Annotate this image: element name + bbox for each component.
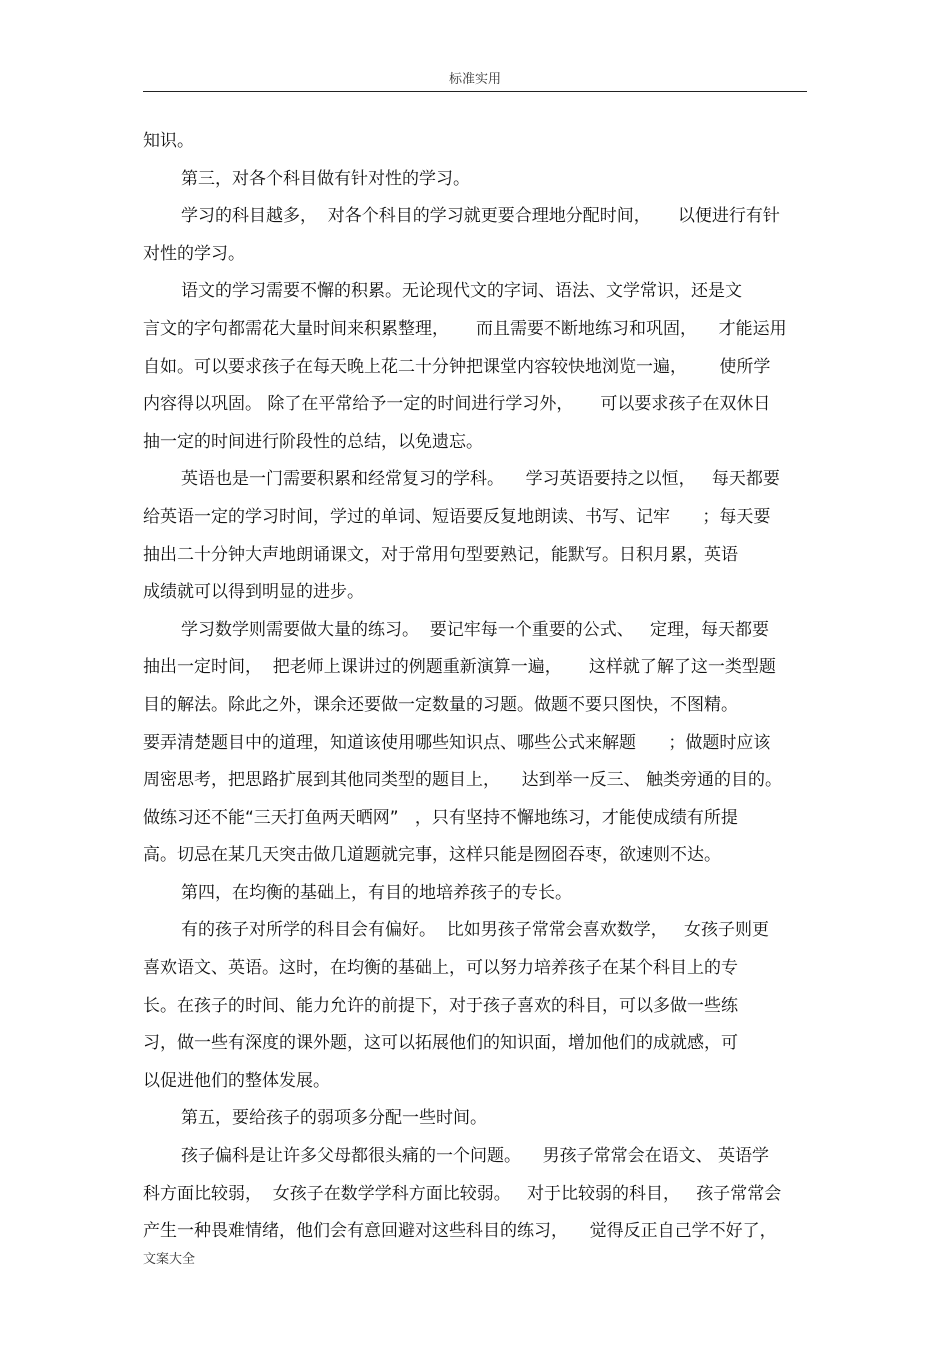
text-line: 有的孩子对所学的科目会有偏好。 比如男孩子常常会喜欢数学， 女孩子则更 [181,920,770,941]
text-line: 喜欢语文、英语。这时，在均衡的基础上，可以努力培养孩子在某个科目上的专 [143,958,738,979]
text-line: 英语也是一门需要积累和经常复习的学科。 学习英语要持之以恒， 每天都要 [181,469,780,490]
text-line: 知识。 [143,131,194,151]
text-line: 第四，在均衡的基础上，有目的地培养孩子的专长。 [181,882,572,903]
text-line: 成绩就可以得到明显的进步。 [143,582,364,603]
text-line: 做练习还不能“三天打鱼两天晒网” ，只有坚持不懈地练习，才能使成绩有所提 [143,807,738,828]
text-line: 言文的字句都需花大量时间来积累整理， 而且需要不断地练习和巩固， 才能运用 [143,318,787,339]
text-line: 以促进他们的整体发展。 [143,1070,330,1091]
text-line: 第三，对各个科目做有针对性的学习。 [181,168,470,189]
text-line: 内容得以巩固。 除了在平常给予一定的时间进行学习外， 可以要求孩子在双休日 [143,394,771,415]
text-line: 抽出一定时间， 把老师上课讲过的例题重新演算一遍， 这样就了解了这一类型题 [143,657,776,678]
header-divider [143,91,807,92]
text-line: 习，做一些有深度的课外题，这可以拓展他们的知识面，增加他们的成就感，可 [143,1033,738,1054]
text-line: 给英语一定的学习时间，学过的单词、短语要反复地朗读、书写、记牢 ；每天要 [143,506,771,527]
text-line: 要弄清楚题目中的道理，知道该使用哪些知识点、哪些公式来解题 ；做题时应该 [143,732,771,753]
text-line: 长。在孩子的时间、能力允许的前提下，对于孩子喜欢的科目，可以多做一些练 [143,995,738,1016]
text-line: 产生一种畏难情绪，他们会有意回避对这些科目的练习， 觉得反正自己学不好了， [143,1221,777,1242]
text-line: 抽一定的时间进行阶段性的总结，以免遗忘。 [143,431,483,452]
text-line: 目的解法。除此之外，课余还要做一定数量的习题。做题不要只图快，不图精。 [143,694,738,715]
text-line: 周密思考，把思路扩展到其他同类型的题目上， 达到举一反三、 触类旁通的目的。 [143,770,783,791]
text-line: 学习数学则需要做大量的练习。 要记牢每一个重要的公式、 定理，每天都要 [181,619,770,640]
text-line: 第五，要给孩子的弱项多分配一些时间。 [181,1108,487,1129]
text-line: 自如。可以要求孩子在每天晚上花二十分钟把课堂内容较快地浏览一遍， 使所学 [143,356,771,377]
page-footer-label: 文案大全 [143,1252,196,1267]
text-line: 语文的学习需要不懈的积累。无论现代文的字词、语法、文学常识，还是文 [181,281,742,302]
text-line: 孩子偏科是让许多父母都很头痛的一个问题。 男孩子常常会在语文、 英语学 [181,1146,770,1167]
text-line: 高。切忌在某几天突击做几道题就完事，这样只能是囫囵吞枣，欲速则不达。 [143,845,721,866]
text-line: 抽出二十分钟大声地朗诵课文，对于常用句型要熟记，能默写。日积月累，英语 [143,544,738,565]
text-line: 对性的学习。 [143,243,245,264]
page-header-title: 标准实用 [448,72,501,87]
text-line: 科方面比较弱， 女孩子在数学学科方面比较弱。 对于比较弱的科目， 孩子常常会 [143,1183,782,1204]
document-body [143,123,807,1251]
text-line: 学习的科目越多， 对各个科目的学习就更要合理地分配时间， 以便进行有针 [181,206,780,227]
